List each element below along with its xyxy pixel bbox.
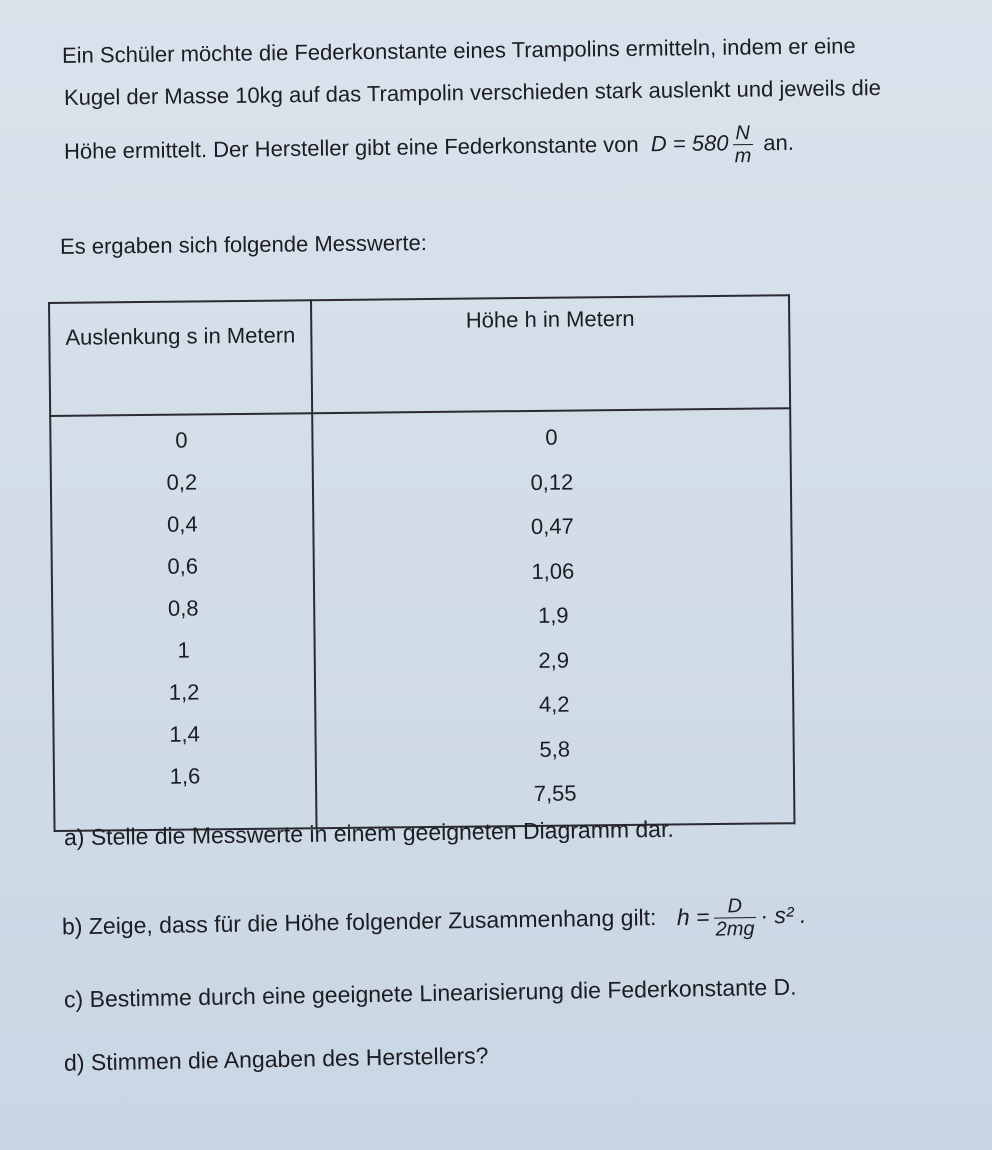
s-value: 1,4	[169, 721, 200, 747]
formula-lhs: h =	[676, 903, 710, 930]
h-value: 4,2	[538, 691, 570, 717]
s-value: 0,4	[166, 511, 198, 537]
header-deflection: Auslenkung s in Metern	[49, 300, 312, 416]
s-value: 0,6	[167, 553, 199, 579]
formula-rhs: · s² .	[760, 901, 807, 929]
unit-fraction	[732, 122, 753, 167]
task-b-text: b) Zeige, dass für die Höhe folgender Zusammenhang gilt:	[61, 904, 657, 940]
table-row	[50, 408, 794, 830]
measurement-table	[48, 294, 796, 831]
spring-constant-value: D = 580	[650, 130, 729, 157]
h-value: 0,12	[530, 469, 574, 495]
task-c: c) Bestimme durch eine geeignete Linearisierung die Federkonstante D.	[63, 973, 797, 1013]
task-b	[62, 894, 807, 951]
measurements-intro: Es ergaben sich folgende Messwerte:	[59, 230, 427, 259]
h-value: 1,9	[537, 602, 569, 628]
intro-line-1: Ein Schüler möchte die Federkonstante eines Trampolins ermitteln, indem er eine	[61, 33, 856, 68]
unit-numerator: N	[732, 122, 753, 145]
header-height: Höhe h in Metern	[311, 295, 790, 413]
h-value: 7,55	[533, 780, 577, 806]
height-column	[312, 408, 794, 827]
unit-denominator: m	[734, 145, 752, 168]
intro-line-3	[64, 122, 794, 176]
formula-fraction	[713, 895, 757, 941]
s-value: 1,6	[169, 763, 201, 789]
deflection-column	[50, 413, 316, 830]
task-d: d) Stimmen die Angaben des Herstellers?	[63, 1042, 489, 1076]
s-value: 1,2	[168, 679, 200, 705]
table-header-row	[49, 295, 790, 416]
intro-line-3-text: Höhe ermittelt. Der Hersteller gibt eine Federkonstante von	[63, 131, 639, 164]
s-value: 0,8	[167, 595, 199, 621]
intro-line-3-end: an.	[763, 129, 795, 156]
s-value: 0,2	[166, 469, 198, 495]
h-value: 1,06	[531, 558, 575, 584]
h-value: 5,8	[539, 736, 571, 762]
intro-line-2: Kugel der Masse 10kg auf das Trampolin verschieden stark auslenkt und jeweils die	[63, 75, 882, 110]
s-value: 1	[177, 637, 190, 663]
h-value: 0,47	[530, 513, 574, 539]
h-value: 2,9	[538, 647, 570, 673]
formula-denominator: 2mg	[715, 917, 755, 941]
task-a: a) Stelle die Messwerte in einem geeigneten Diagramm dar.	[63, 815, 674, 851]
h-value: 0	[545, 424, 558, 450]
formula-numerator: D	[713, 895, 756, 919]
s-value: 0	[175, 427, 188, 453]
